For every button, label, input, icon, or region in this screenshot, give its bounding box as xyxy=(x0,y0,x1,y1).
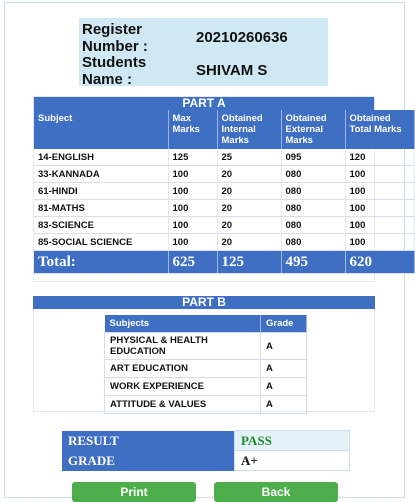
table-row xyxy=(34,217,414,234)
grade-value: A+ xyxy=(235,451,350,471)
student-name-label: Students Name : xyxy=(82,54,147,88)
external-marks-cell: 095 xyxy=(281,149,345,166)
table-row xyxy=(105,396,307,414)
part-b-grades-table xyxy=(104,315,307,414)
internal-marks-cell: 20 xyxy=(217,234,281,251)
total-marks-cell: 100 xyxy=(345,234,414,251)
subject-cell: 85-SOCIAL SCIENCE xyxy=(34,234,168,251)
total-marks-cell: 100 xyxy=(345,200,414,217)
internal-marks-cell: 20 xyxy=(217,183,281,200)
result-row xyxy=(62,431,350,451)
external-marks-cell: 080 xyxy=(281,200,345,217)
max-marks-cell: 100 xyxy=(168,166,217,183)
student-info-box xyxy=(79,18,328,86)
col-header-total-marks: Obtained Total Marks xyxy=(345,110,414,149)
col-header-grade: Grade xyxy=(261,315,307,333)
total-external-marks: 495 xyxy=(281,251,345,274)
grade-row xyxy=(62,451,350,471)
internal-marks-cell: 25 xyxy=(217,149,281,166)
result-value: PASS xyxy=(235,431,350,451)
grade-cell: A xyxy=(261,333,307,360)
grade-cell: A xyxy=(261,378,307,396)
total-marks-cell: 100 xyxy=(345,183,414,200)
max-marks-cell: 100 xyxy=(168,200,217,217)
table-row xyxy=(34,200,414,217)
internal-marks-cell: 20 xyxy=(217,166,281,183)
external-marks-cell: 080 xyxy=(281,166,345,183)
total-max-marks: 625 xyxy=(168,251,217,274)
internal-marks-cell: 20 xyxy=(217,217,281,234)
external-marks-cell: 080 xyxy=(281,217,345,234)
subject-cell: 81-MATHS xyxy=(34,200,168,217)
max-marks-cell: 100 xyxy=(168,183,217,200)
coscholastic-subject-cell: PHYSICAL & HEALTH EDUCATION xyxy=(105,333,261,360)
register-number-label: Register Number : xyxy=(82,21,148,55)
table-row xyxy=(105,378,307,396)
max-marks-cell: 100 xyxy=(168,234,217,251)
grade-label: GRADE xyxy=(62,451,235,471)
table-row xyxy=(34,234,414,251)
subject-cell: 61-HINDI xyxy=(34,183,168,200)
part-a-header-row xyxy=(34,110,414,149)
table-row xyxy=(105,333,307,360)
col-header-internal-marks: Obtained Internal Marks xyxy=(217,110,281,149)
total-obtained-marks: 620 xyxy=(345,251,414,274)
col-header-subject: Subject xyxy=(34,110,168,149)
max-marks-cell: 100 xyxy=(168,217,217,234)
col-header-external-marks: Obtained External Marks xyxy=(281,110,345,149)
result-label: RESULT xyxy=(62,431,235,451)
total-internal-marks: 125 xyxy=(217,251,281,274)
print-button[interactable]: Print xyxy=(72,482,196,502)
total-label: Total: xyxy=(34,251,168,274)
grade-cell: A xyxy=(261,360,307,378)
col-header-subjects: Subjects xyxy=(105,315,261,333)
external-marks-cell: 080 xyxy=(281,183,345,200)
total-marks-cell: 100 xyxy=(345,166,414,183)
table-row xyxy=(34,183,414,200)
register-number-value: 20210260636 xyxy=(196,29,288,46)
total-row xyxy=(34,251,414,274)
internal-marks-cell: 20 xyxy=(217,200,281,217)
part-a-section xyxy=(33,96,402,282)
grade-cell: A xyxy=(261,396,307,414)
table-row xyxy=(34,149,414,166)
part-b-header-row xyxy=(105,315,307,333)
subject-cell: 83-SCIENCE xyxy=(34,217,168,234)
coscholastic-subject-cell: ATTITUDE & VALUES xyxy=(105,396,261,414)
total-marks-cell: 120 xyxy=(345,149,414,166)
table-row xyxy=(34,166,414,183)
part-a-marks-table xyxy=(34,110,415,274)
coscholastic-subject-cell: WORK EXPERIENCE xyxy=(105,378,261,396)
coscholastic-subject-cell: ART EDUCATION xyxy=(105,360,261,378)
part-b-title: PART B xyxy=(33,296,375,309)
part-a-title: PART A xyxy=(34,97,374,110)
subject-cell: 33-KANNADA xyxy=(34,166,168,183)
subject-cell: 14-ENGLISH xyxy=(34,149,168,166)
result-table xyxy=(62,430,350,471)
back-button[interactable]: Back xyxy=(214,482,338,502)
max-marks-cell: 125 xyxy=(168,149,217,166)
student-name-value: SHIVAM S xyxy=(196,62,268,79)
total-marks-cell: 100 xyxy=(345,217,414,234)
col-header-max-marks: Max Marks xyxy=(168,110,217,149)
table-row xyxy=(105,360,307,378)
external-marks-cell: 080 xyxy=(281,234,345,251)
